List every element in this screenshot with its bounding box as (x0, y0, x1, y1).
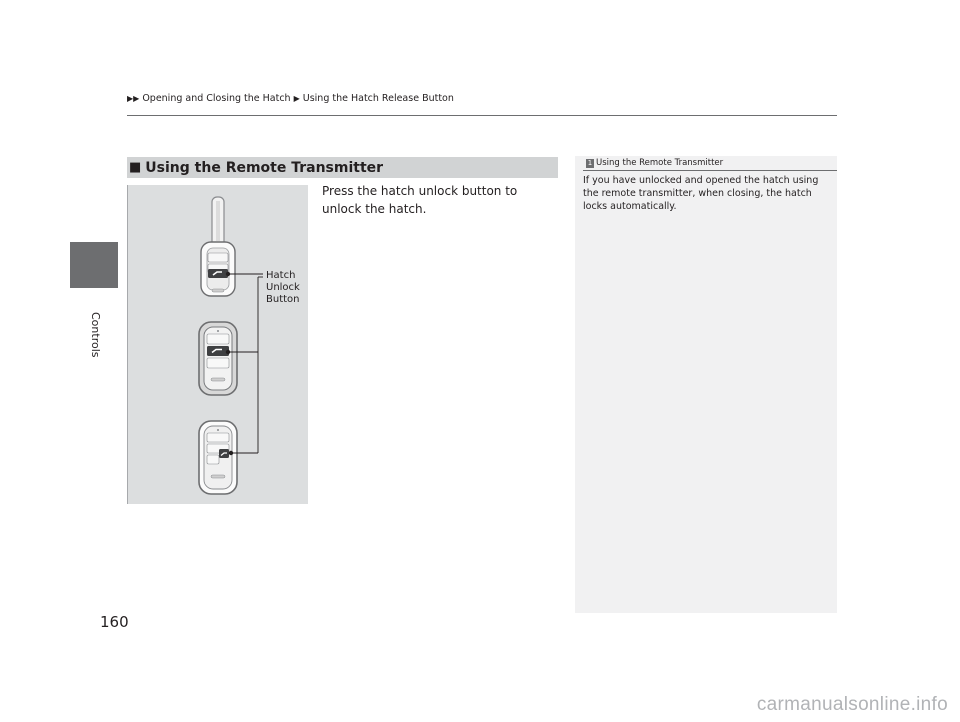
callout-label-line-1: Hatch (266, 270, 296, 281)
hatch-unlock-button-1 (208, 269, 228, 278)
remote-transmitter-figure (127, 185, 308, 504)
instruction-text: Press the hatch unlock button to unlock the hatch. (322, 184, 518, 216)
smart-key-fob-light (199, 421, 237, 494)
note-text: If you have unlocked and opened the hatch using the remote transmitter, when closing, the hatch locks automatically. (583, 175, 819, 212)
note-heading (586, 158, 837, 168)
header-divider (127, 115, 837, 116)
note-sidebar (575, 156, 837, 613)
smart-key-fob-dark (199, 322, 237, 395)
breadcrumb-chapter[interactable]: Opening and Closing the Hatch (142, 93, 291, 104)
key-fob-with-blade (201, 197, 235, 296)
square-bullet-icon: ■ (129, 160, 142, 175)
section-tab-label: Controls (89, 312, 102, 358)
section-title: Using the Remote Transmitter (145, 159, 384, 176)
section-tab (70, 242, 118, 288)
arrow-icon: ▶ (293, 94, 300, 103)
callout-label-line-2: Unlock (266, 282, 300, 293)
watermark: carmanualsonline.info (756, 694, 948, 715)
double-arrow-icon: ▶▶ (127, 94, 140, 103)
note-title: Using the Remote Transmitter (596, 158, 724, 168)
note-divider (583, 170, 837, 171)
page-number: 160 (100, 613, 129, 631)
key-fob-illustration (128, 185, 308, 504)
section-heading (127, 157, 558, 178)
breadcrumb-topic[interactable]: Using the Hatch Release Button (302, 93, 454, 104)
hatch-unlock-button-2 (207, 346, 229, 356)
callout-label-line-3: Button (266, 294, 300, 305)
note-icon: 1 (587, 158, 593, 167)
breadcrumb (127, 93, 454, 104)
